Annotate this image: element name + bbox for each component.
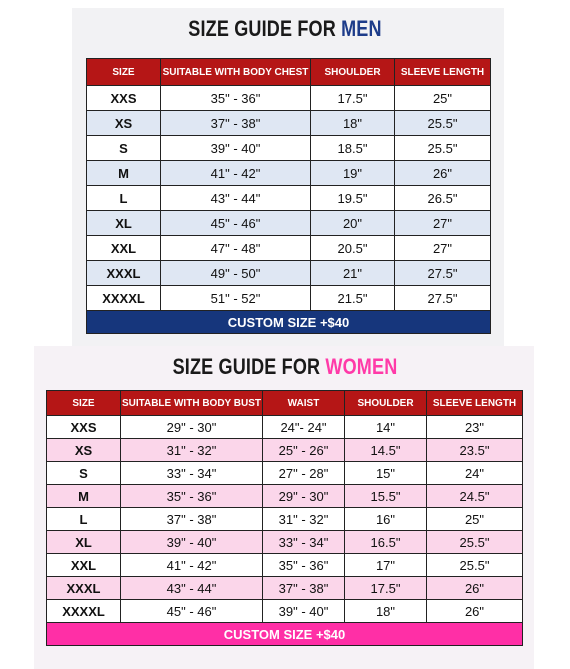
shoulder-cell: 17.5" [311, 86, 395, 111]
size-cell: L [87, 186, 161, 211]
men-custom-size-row [87, 311, 491, 334]
size-cell: L [47, 508, 121, 531]
size-cell: XXXXL [87, 286, 161, 311]
table-row [87, 286, 491, 311]
size-cell: XL [87, 211, 161, 236]
table-row [47, 531, 523, 554]
table-row [47, 462, 523, 485]
size-cell: XXXL [87, 261, 161, 286]
chest-cell: 37" - 38" [161, 111, 311, 136]
shoulder-cell: 16" [345, 508, 427, 531]
sleeve-cell: 27" [395, 236, 491, 261]
waist-cell: 31" - 32" [263, 508, 345, 531]
sleeve-cell: 26.5" [395, 186, 491, 211]
sleeve-cell: 24" [427, 462, 523, 485]
shoulder-cell: 21" [311, 261, 395, 286]
men-title-prefix: SIZE GUIDE FOR [188, 16, 342, 41]
shoulder-cell: 21.5" [311, 286, 395, 311]
table-row [87, 186, 491, 211]
table-row [47, 577, 523, 600]
sleeve-cell: 27.5" [395, 261, 491, 286]
sleeve-cell: 26" [427, 600, 523, 623]
table-row [87, 211, 491, 236]
waist-cell: 37" - 38" [263, 577, 345, 600]
size-cell: S [87, 136, 161, 161]
table-row [87, 136, 491, 161]
shoulder-cell: 19" [311, 161, 395, 186]
shoulder-cell: 15" [345, 462, 427, 485]
sleeve-cell: 25.5" [395, 111, 491, 136]
sleeve-cell: 25" [395, 86, 491, 111]
chest-cell: 49" - 50" [161, 261, 311, 286]
sleeve-cell: 26" [427, 577, 523, 600]
table-row [87, 86, 491, 111]
chest-cell: 41" - 42" [161, 161, 311, 186]
table-row [47, 600, 523, 623]
sleeve-cell: 25.5" [427, 554, 523, 577]
sleeve-cell: 27" [395, 211, 491, 236]
size-cell: M [47, 485, 121, 508]
sleeve-cell: 27.5" [395, 286, 491, 311]
table-row [87, 111, 491, 136]
bust-cell: 29" - 30" [121, 416, 263, 439]
waist-cell: 39" - 40" [263, 600, 345, 623]
men-table-header-row [87, 59, 491, 86]
sleeve-cell: 25" [427, 508, 523, 531]
sleeve-cell: 23.5" [427, 439, 523, 462]
shoulder-cell: 18" [345, 600, 427, 623]
chest-cell: 39" - 40" [161, 136, 311, 161]
size-cell: XXS [47, 416, 121, 439]
men-header-chest: SUITABLE WITH BODY CHEST [161, 59, 311, 86]
chest-cell: 43" - 44" [161, 186, 311, 211]
men-size-table [86, 58, 491, 334]
shoulder-cell: 17.5" [345, 577, 427, 600]
waist-cell: 29" - 30" [263, 485, 345, 508]
table-row [47, 485, 523, 508]
men-custom-size-bar: CUSTOM SIZE +$40 [87, 311, 491, 334]
shoulder-cell: 20" [311, 211, 395, 236]
table-row [87, 236, 491, 261]
waist-cell: 35" - 36" [263, 554, 345, 577]
shoulder-cell: 19.5" [311, 186, 395, 211]
shoulder-cell: 18.5" [311, 136, 395, 161]
men-header-sleeve: SLEEVE LENGTH [395, 59, 491, 86]
sleeve-cell: 25.5" [427, 531, 523, 554]
chest-cell: 51" - 52" [161, 286, 311, 311]
table-row [47, 416, 523, 439]
size-cell: XXL [47, 554, 121, 577]
size-cell: XXXL [47, 577, 121, 600]
shoulder-cell: 14.5" [345, 439, 427, 462]
sleeve-cell: 25.5" [395, 136, 491, 161]
shoulder-cell: 20.5" [311, 236, 395, 261]
chest-cell: 47" - 48" [161, 236, 311, 261]
size-cell: XXL [87, 236, 161, 261]
table-row [47, 554, 523, 577]
table-row [87, 261, 491, 286]
sleeve-cell: 23" [427, 416, 523, 439]
waist-cell: 24"- 24" [263, 416, 345, 439]
size-cell: S [47, 462, 121, 485]
size-cell: XS [47, 439, 121, 462]
women-size-guide-title [51, 354, 518, 380]
women-header-shoulder: SHOULDER [345, 391, 427, 416]
waist-cell: 27" - 28" [263, 462, 345, 485]
shoulder-cell: 18" [311, 111, 395, 136]
waist-cell: 25" - 26" [263, 439, 345, 462]
bust-cell: 33" - 34" [121, 462, 263, 485]
sleeve-cell: 24.5" [427, 485, 523, 508]
size-cell: M [87, 161, 161, 186]
sleeve-cell: 26" [395, 161, 491, 186]
shoulder-cell: 17" [345, 554, 427, 577]
size-cell: XXS [87, 86, 161, 111]
bust-cell: 31" - 32" [121, 439, 263, 462]
women-custom-size-bar: CUSTOM SIZE +$40 [47, 623, 523, 646]
men-header-size: SIZE [87, 59, 161, 86]
women-size-table [46, 390, 523, 646]
men-title-highlight: MEN [341, 16, 382, 41]
women-header-sleeve: SLEEVE LENGTH [427, 391, 523, 416]
chest-cell: 35" - 36" [161, 86, 311, 111]
size-cell: XL [47, 531, 121, 554]
bust-cell: 41" - 42" [121, 554, 263, 577]
women-title-highlight: WOMEN [325, 354, 398, 379]
waist-cell: 33" - 34" [263, 531, 345, 554]
men-header-shoulder: SHOULDER [311, 59, 395, 86]
women-table-header-row [47, 391, 523, 416]
women-header-waist: WAIST [263, 391, 345, 416]
bust-cell: 45" - 46" [121, 600, 263, 623]
shoulder-cell: 16.5" [345, 531, 427, 554]
bust-cell: 39" - 40" [121, 531, 263, 554]
shoulder-cell: 14" [345, 416, 427, 439]
men-size-guide-title [51, 16, 518, 42]
chest-cell: 45" - 46" [161, 211, 311, 236]
bust-cell: 35" - 36" [121, 485, 263, 508]
table-row [87, 161, 491, 186]
women-header-bust: SUITABLE WITH BODY BUST [121, 391, 263, 416]
bust-cell: 37" - 38" [121, 508, 263, 531]
shoulder-cell: 15.5" [345, 485, 427, 508]
women-title-prefix: SIZE GUIDE FOR [172, 354, 326, 379]
women-header-size: SIZE [47, 391, 121, 416]
table-row [47, 439, 523, 462]
women-custom-size-row [47, 623, 523, 646]
size-cell: XS [87, 111, 161, 136]
size-cell: XXXXL [47, 600, 121, 623]
table-row [47, 508, 523, 531]
bust-cell: 43" - 44" [121, 577, 263, 600]
